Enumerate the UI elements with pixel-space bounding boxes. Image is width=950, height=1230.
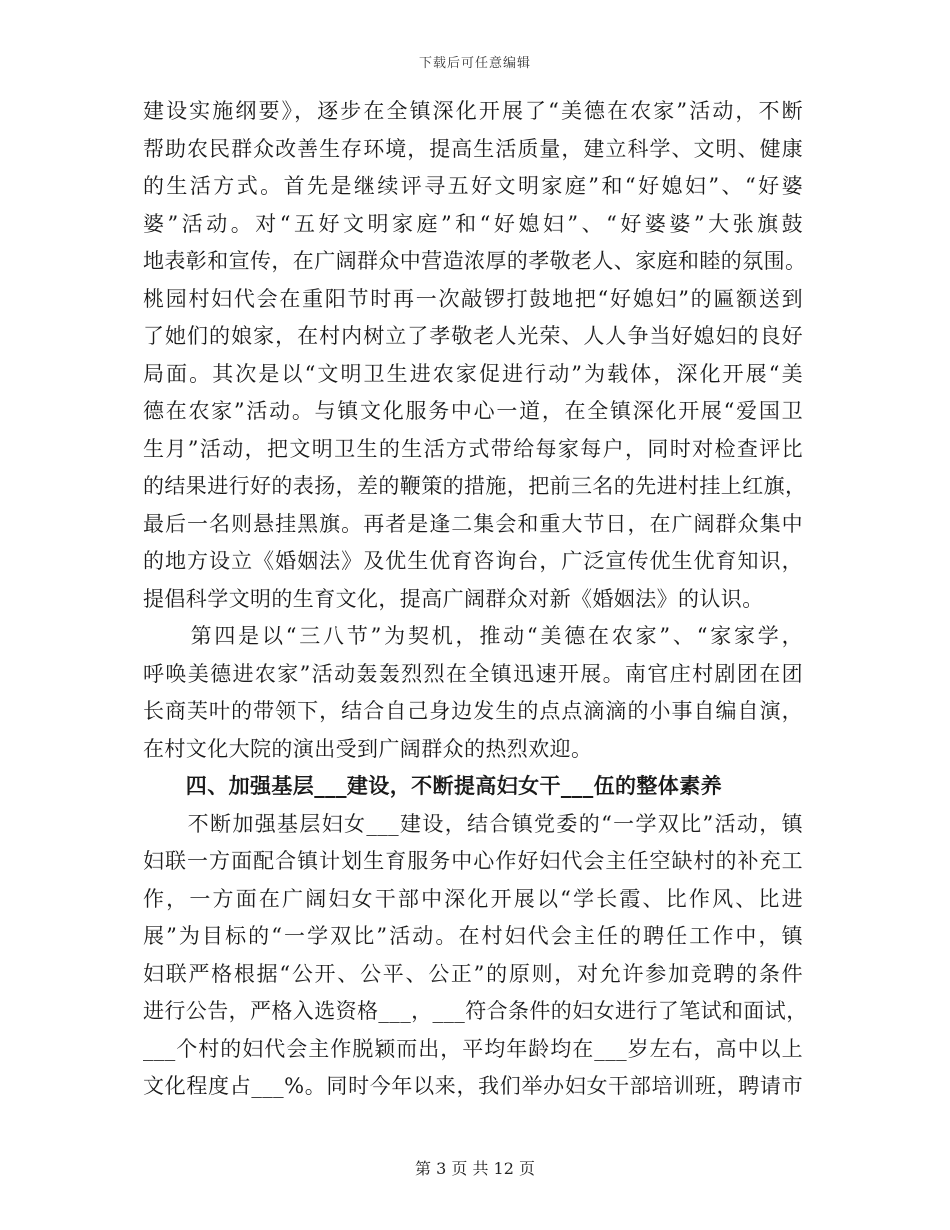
- body-line: 作，一方面在广阔妇女干部中深化开展以“学长霞、比作风、比进: [143, 886, 803, 911]
- body-line: 局面。其次是以“文明卫生进农家促进行动”为载体，深化开展“美: [143, 361, 803, 386]
- body-line: 帮助农民群众改善生存环境，提高生活质量，建立科学、文明、健康: [143, 136, 803, 161]
- body-line: 生月”活动，把文明卫生的生活方式带给每家每户，同时对检查评比: [143, 436, 803, 461]
- body-line: 的生活方式。首先是继续评寻五好文明家庭”和“好媳妇”、“好婆: [143, 174, 803, 198]
- section-heading: 四、加强基层___建设，不断提高妇女干___伍的整体素养: [143, 774, 722, 798]
- body-line: 进行公告，严格入选资格___，___符合条件的妇女进行了笔试和面试，: [143, 999, 808, 1023]
- body-line: 展”为目标的“一学双比”活动。在村妇代会主任的聘任工作中，镇: [143, 924, 803, 948]
- body-line: 的地方设立《婚姻法》及优生优育咨询台，广泛宣传优生优育知识，: [143, 549, 803, 573]
- body-line: 呼唤美德进农家”活动轰轰烈烈在全镇迅速开展。南官庄村剧团在团: [143, 661, 803, 686]
- body-line: 不断加强基层妇女___建设，结合镇党委的“一学双比”活动，镇: [143, 811, 803, 836]
- body-line: 文化程度占___%。同时今年以来，我们举办妇女干部培训班，聘请市: [143, 1074, 803, 1098]
- body-line: 德在农家”活动。与镇文化服务中心一道，在全镇深化开展“爱国卫: [143, 399, 803, 423]
- body-line: 地表彰和宣传，在广阔群众中营造浓厚的孝敬老人、家庭和睦的氛围。: [143, 249, 807, 273]
- document-body: [143, 93, 808, 1106]
- body-line: ___个村的妇代会主作脱颖而出，平均年龄均在___岁左右，高中以上: [143, 1036, 803, 1061]
- body-line: 婆”活动。对“五好文明家庭”和“好媳妇”、“好婆婆”大张旗鼓: [143, 211, 803, 236]
- page-number-footer: 第 3 页 共 12 页: [415, 1159, 535, 1178]
- page-header: 下载后可任意编辑: [418, 56, 531, 71]
- body-line: 第四是以“三八节”为契机，推动“美德在农家”、“家家学，: [143, 624, 803, 648]
- body-line: 了她们的娘家，在村内树立了孝敬老人光荣、人人争当好媳妇的良好: [143, 324, 803, 348]
- body-line: 建设实施纲要》，逐步在全镇深化开展了“美德在农家”活动，不断: [143, 99, 803, 123]
- body-line: 长商芙叶的带领下，结合自己身边发生的点点滴滴的小事自编自演，: [143, 699, 803, 723]
- body-line: 妇联一方面配合镇计划生育服务中心作好妇代会主任空缺村的补充工: [143, 849, 803, 873]
- body-line: 桃园村妇代会在重阳节时再一次敲锣打鼓地把“好媳妇”的匾额送到: [143, 286, 803, 311]
- body-line: 提倡科学文明的生育文化，提高广阔群众对新《婚姻法》的认识。: [143, 586, 764, 611]
- body-line: 妇联严格根据“公开、公平、公正”的原则，对允许参加竞聘的条件: [143, 961, 803, 986]
- body-line: 的结果进行好的表扬，差的鞭策的措施，把前三名的先进村挂上红旗，: [143, 474, 807, 498]
- body-line: 在村文化大院的演出受到广阔群众的热烈欢迎。: [143, 736, 593, 761]
- body-line: 最后一名则悬挂黑旗。再者是逢二集会和重大节日，在广阔群众集中: [143, 511, 803, 536]
